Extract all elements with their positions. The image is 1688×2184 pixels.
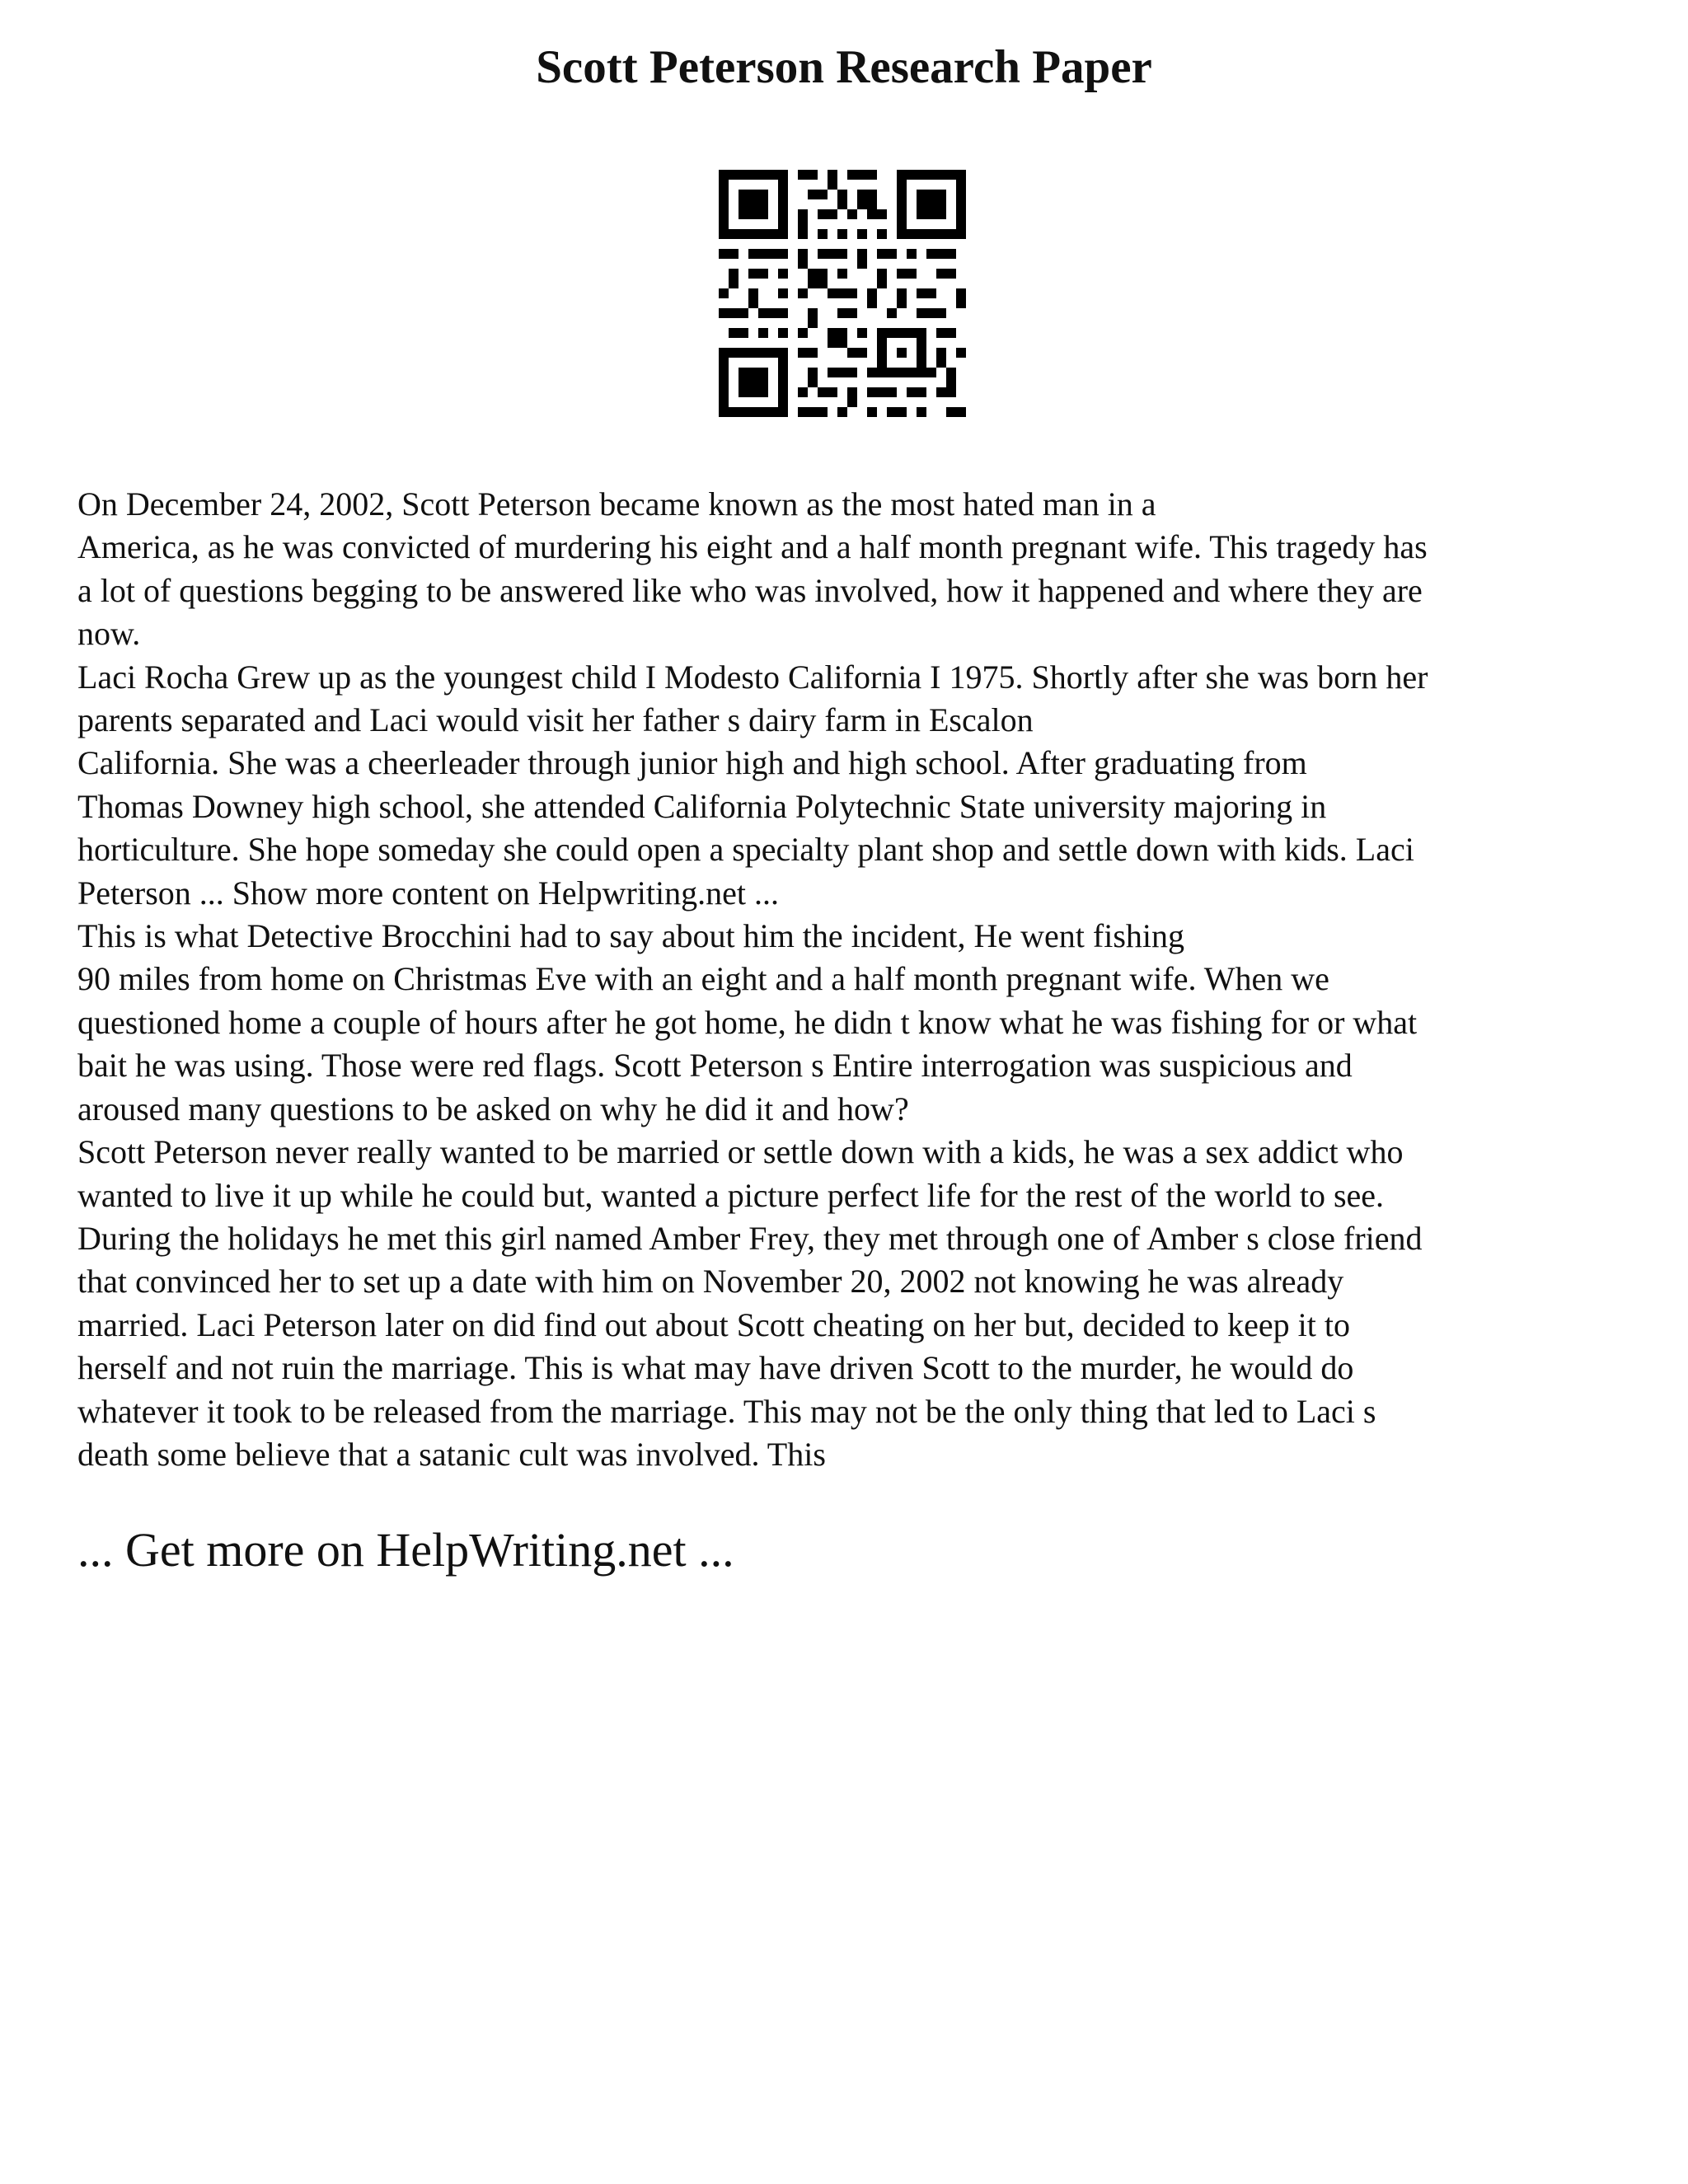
body-line: death some believe that a satanic cult was involved. This — [77, 1435, 826, 1473]
qr-code-icon — [719, 170, 966, 417]
body-line: now. — [77, 615, 141, 653]
body-line: Laci Rocha Grew up as the youngest child I Modesto California I 1975. Shortly after she was born her — [77, 658, 1428, 696]
body-line: married. Laci Peterson later on did find out about Scott cheating on her but, decided to keep it to — [77, 1305, 1351, 1343]
body-line: During the holidays he met this girl named Amber Frey, they met through one of Amber s close friend — [77, 1219, 1423, 1257]
body-line: On December 24, 2002, Scott Peterson became known as the most hated man in a — [77, 485, 1156, 523]
body-line: Scott Peterson never really wanted to be married or settle down with a kids, he was a sex addict who — [77, 1133, 1404, 1171]
qr-code[interactable] — [719, 170, 966, 417]
page-title: Scott Peterson Research Paper — [536, 41, 1152, 93]
body-line: that convinced her to set up a date with him on November 20, 2002 not knowing he was already — [77, 1263, 1344, 1301]
body-line: questioned home a couple of hours after he got home, he didn t know what he was fishing for or what — [77, 1003, 1418, 1041]
body-line: bait he was using. Those were red flags. Scott Peterson s Entire interrogation was suspicious and — [77, 1047, 1353, 1085]
body-line: a lot of questions begging to be answered like who was involved, how it happened and where they are — [77, 571, 1423, 609]
body-line: America, as he was convicted of murdering his eight and a half month pregnant wife. This tragedy has — [77, 528, 1428, 566]
body-line: parents separated and Laci would visit her father s dairy farm in Escalon — [77, 701, 1034, 739]
body-line: Thomas Downey high school, she attended California Polytechnic State university majoring in — [77, 787, 1327, 825]
body-line: 90 miles from home on Christmas Eve with an eight and a half month pregnant wife. When we — [77, 960, 1329, 998]
body-line: whatever it took to be released from the marriage. This may not be the only thing that led to Laci s — [77, 1392, 1376, 1430]
get-more-link[interactable]: ... Get more on HelpWriting.net ... — [77, 1523, 734, 1577]
body-line: herself and not ruin the marriage. This is what may have driven Scott to the murder, he would do — [77, 1349, 1354, 1387]
body-line: Peterson ... Show more content on Helpwriting.net ... — [77, 874, 779, 912]
body-line: aroused many questions to be asked on why he did it and how? — [77, 1090, 909, 1127]
body-line: California. She was a cheerleader through junior high and high school. After graduating from — [77, 744, 1307, 782]
article-body — [77, 483, 1627, 1476]
body-line: This is what Detective Brocchini had to say about him the incident, He went fishing — [77, 917, 1185, 955]
body-line: horticulture. She hope someday she could open a specialty plant shop and settle down with kids. Laci — [77, 831, 1414, 869]
body-line: wanted to live it up while he could but, wanted a picture perfect life for the rest of the world to see. — [77, 1176, 1385, 1214]
